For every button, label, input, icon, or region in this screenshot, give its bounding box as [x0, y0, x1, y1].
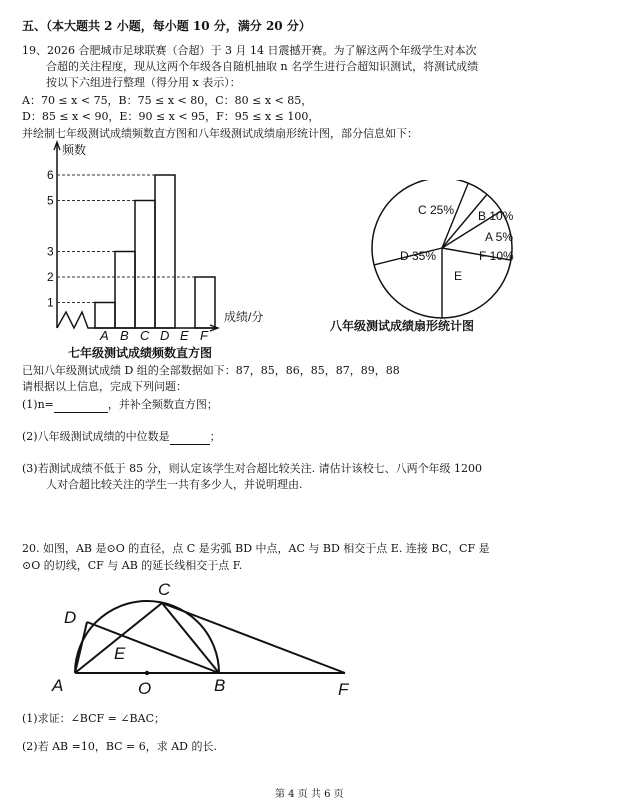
- q20-line1: 20. 如图，AB 是⊙O 的直径，点 C 是劣弧 BD 中点，AC 与 BD 相交于点 E. 连接 BC，CF 是: [22, 542, 490, 555]
- hist-bar-c: [135, 201, 155, 329]
- hist-category-label: A: [100, 328, 109, 343]
- q19-part1-suffix: ，并补全频数直方图；: [107, 398, 218, 411]
- pie-chart: [330, 180, 560, 340]
- pie-title: 八年级测试成绩扇形统计图: [330, 319, 475, 333]
- hist-y-tick-label: 5: [47, 193, 54, 208]
- section-title: 五、（本大题共 2 小题，每小题 10 分，满分 20 分）: [22, 19, 311, 33]
- q20-line2: ⊙O 的切线，CF 与 AB 的延长线相交于点 F.: [22, 559, 243, 572]
- hist-y-tick-label: 1: [47, 295, 54, 310]
- q19-answer-blank-n[interactable]: [54, 398, 108, 413]
- hist-category-label: F: [200, 328, 208, 343]
- q19-line3: 按以下六组进行整理（得分用 x 表示）：: [46, 76, 241, 89]
- pie-label-b: B 10%: [478, 209, 514, 223]
- hist-x-axis: [57, 312, 216, 328]
- hist-title: 七年级测试成绩频数直方图: [68, 346, 213, 360]
- pie-label-e: E: [454, 269, 463, 283]
- q19-part1-prefix: (1)n=: [22, 398, 54, 411]
- hist-category-label: B: [120, 328, 129, 343]
- q20-part2: (2)若 AB =10，BC = 6，求 AD 的长.: [22, 740, 217, 753]
- q19-line1: 19、2026 合肥城市足球联赛（合超）于 3 月 14 日震撼开赛。为了解这两个年级学生对本次: [22, 44, 477, 57]
- hist-category-label: E: [180, 328, 189, 343]
- page-footer: 第 4 页 共 6 页: [275, 789, 344, 800]
- q19-line4: 并绘制七年级测试成绩频数直方图和八年级测试成绩扇形统计图，部分信息如下：: [22, 127, 418, 140]
- label-o: O: [138, 679, 152, 698]
- geometry-figure: [40, 575, 380, 705]
- label-b: B: [214, 676, 226, 695]
- pie-label-d: D 35%: [400, 249, 437, 263]
- hist-bar-a: [95, 303, 115, 329]
- hist-category-label: C: [140, 328, 150, 343]
- pie-label-a: A 5%: [485, 230, 514, 244]
- hist-xlabel: 成绩/分: [224, 310, 264, 324]
- q19-answer-blank-median[interactable]: [170, 430, 210, 445]
- q19-part2: [22, 430, 221, 445]
- hist-ylabel: 频数: [62, 143, 87, 157]
- label-a: A: [52, 676, 64, 695]
- label-c: C: [158, 580, 171, 599]
- q19-part1: [22, 398, 218, 413]
- q19-part3-line1: (3)若测试成绩不低于 85 分，则认定该学生对合超比较关注. 请估计该校七、八两个年级 1200: [22, 462, 483, 475]
- hist-bar-b: [115, 252, 135, 329]
- q19-d-data: 已知八年级测试成绩 D 组的全部数据如下：87，85，86，85，87，89，88: [22, 364, 400, 377]
- label-f: F: [338, 680, 349, 699]
- hist-bar-d: [155, 175, 175, 328]
- q19-part2-suffix: ；: [209, 430, 221, 443]
- q19-line2: 合超的关注程度，现从这两个年级各自随机抽取 n 名学生进行合超知识测试，将测试成绩: [46, 60, 479, 73]
- label-e: E: [114, 644, 126, 663]
- hist-y-tick-label: 6: [47, 168, 54, 182]
- q20-part1: (1)求证：∠BCF = ∠BAC；: [22, 712, 166, 725]
- q19-part3-line2: 人对合超比较关注的学生一共有多少人，并说明理由.: [46, 478, 303, 491]
- hist-bar-f: [195, 277, 215, 328]
- q19-ask: 请根据以上信息，完成下列问题：: [22, 380, 187, 393]
- pie-label-c: C 25%: [418, 203, 455, 217]
- semicircle-arc: [75, 601, 219, 673]
- hist-y-tick-label: 2: [47, 270, 54, 284]
- histogram-chart: [10, 138, 310, 364]
- q19-part2-prefix: (2)八年级测试成绩的中位数是: [22, 430, 170, 443]
- hist-category-label: D: [160, 328, 170, 343]
- pie-label-f: F 10%: [479, 249, 514, 263]
- hist-y-tick-label: 3: [47, 244, 54, 259]
- q19-groups-1: A：70 ≤ x < 75，B：75 ≤ x < 80，C：80 ≤ x < 85，: [22, 94, 313, 107]
- label-d: D: [64, 608, 77, 627]
- center-point-o: [145, 671, 149, 675]
- q19-groups-2: D：85 ≤ x < 90，E：90 ≤ x < 95，F：95 ≤ x ≤ 100，: [22, 110, 320, 123]
